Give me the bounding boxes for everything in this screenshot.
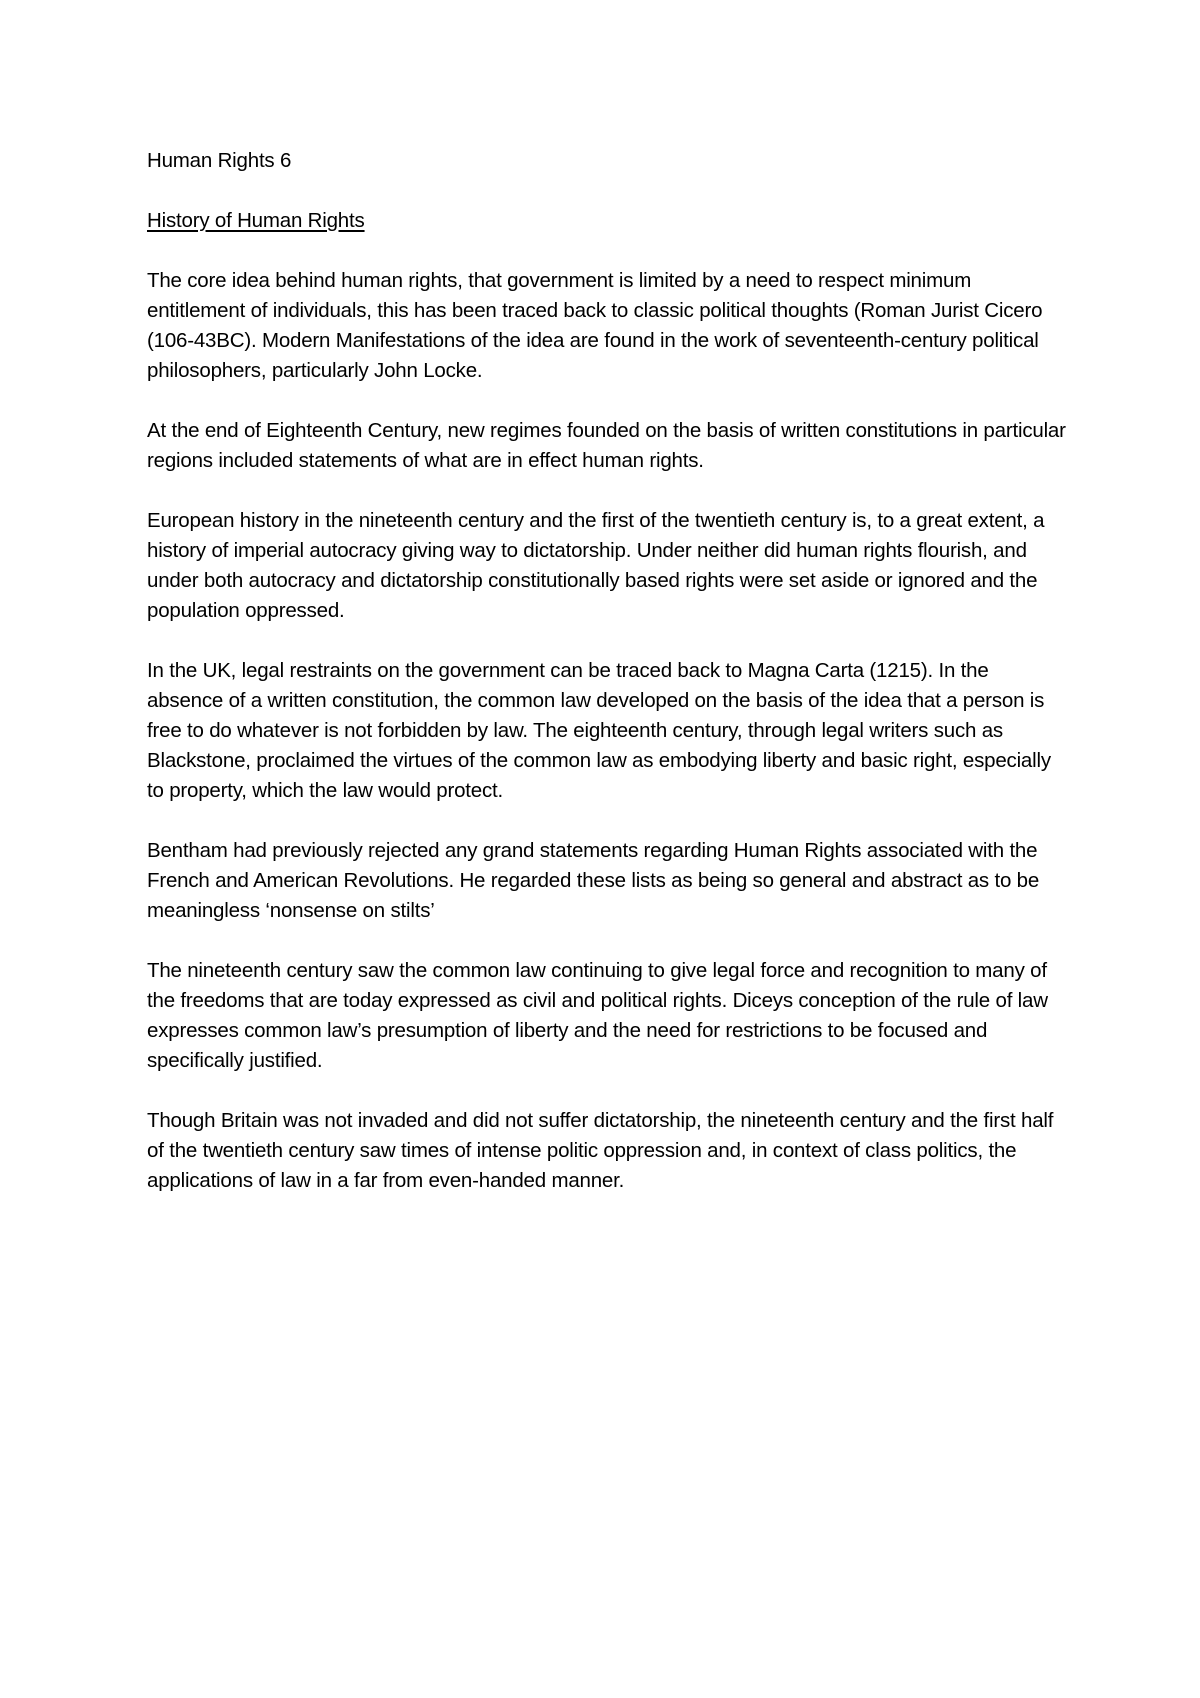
paragraph-eighteenth-century: At the end of Eighteenth Century, new regimes founded on the basis of written constitutions in particular regions included statements of what are in effect human rights. [147,419,1066,472]
paragraph-core-idea: The core idea behind human rights, that government is limited by a need to respect minimum entitlement of individuals, this has been traced back to classic political thoughts (Roman Jurist Cicero (106-43BC). Modern Manifestations of the idea are found in the work of seventeenth-century political philosophers, particularly John Locke. [147,269,1043,382]
document-body [147,146,1067,1226]
paragraph-nineteenth-century: The nineteenth century saw the common law continuing to give legal force and recognition to many of the freedoms that are today expressed as civil and political rights. Diceys conception of the rule of law expresses common law’s presumption of liberty and the need for restrictions to be focused and specifically justified. [147,959,1048,1072]
paragraph-bentham: Bentham had previously rejected any grand statements regarding Human Rights associated with the French and American Revolutions. He regarded these lists as being so general and abstract as to be meaningless ‘nonsense on stilts’ [147,839,1040,922]
paragraph-uk-legal-restraints: In the UK, legal restraints on the government can be traced back to Magna Carta (1215). In the absence of a written constitution, the common law developed on the basis of the idea that a person is free to do whatever is not forbidden by law. The eighteenth century, through legal writers such as Blackstone, proclaimed the virtues of the common law as embodying liberty and basic right, especially to property, which the law would protect. [147,659,1051,802]
paragraph-britain: Though Britain was not invaded and did not suffer dictatorship, the nineteenth century and the first half of the twentieth century saw times of intense politic oppression and, in context of class politics, the applications of law in a far from even-handed manner. [147,1109,1054,1192]
paragraph-european-history: European history in the nineteenth century and the first of the twentieth century is, to a great extent, a history of imperial autocracy giving way to dictatorship. Under neither did human rights flourish, and under both autocracy and dictatorship constitutionally based rights were set aside or ignored and the population oppressed. [147,509,1045,622]
section-heading: History of Human Rights [147,209,365,232]
document-title: Human Rights 6 [147,149,292,172]
